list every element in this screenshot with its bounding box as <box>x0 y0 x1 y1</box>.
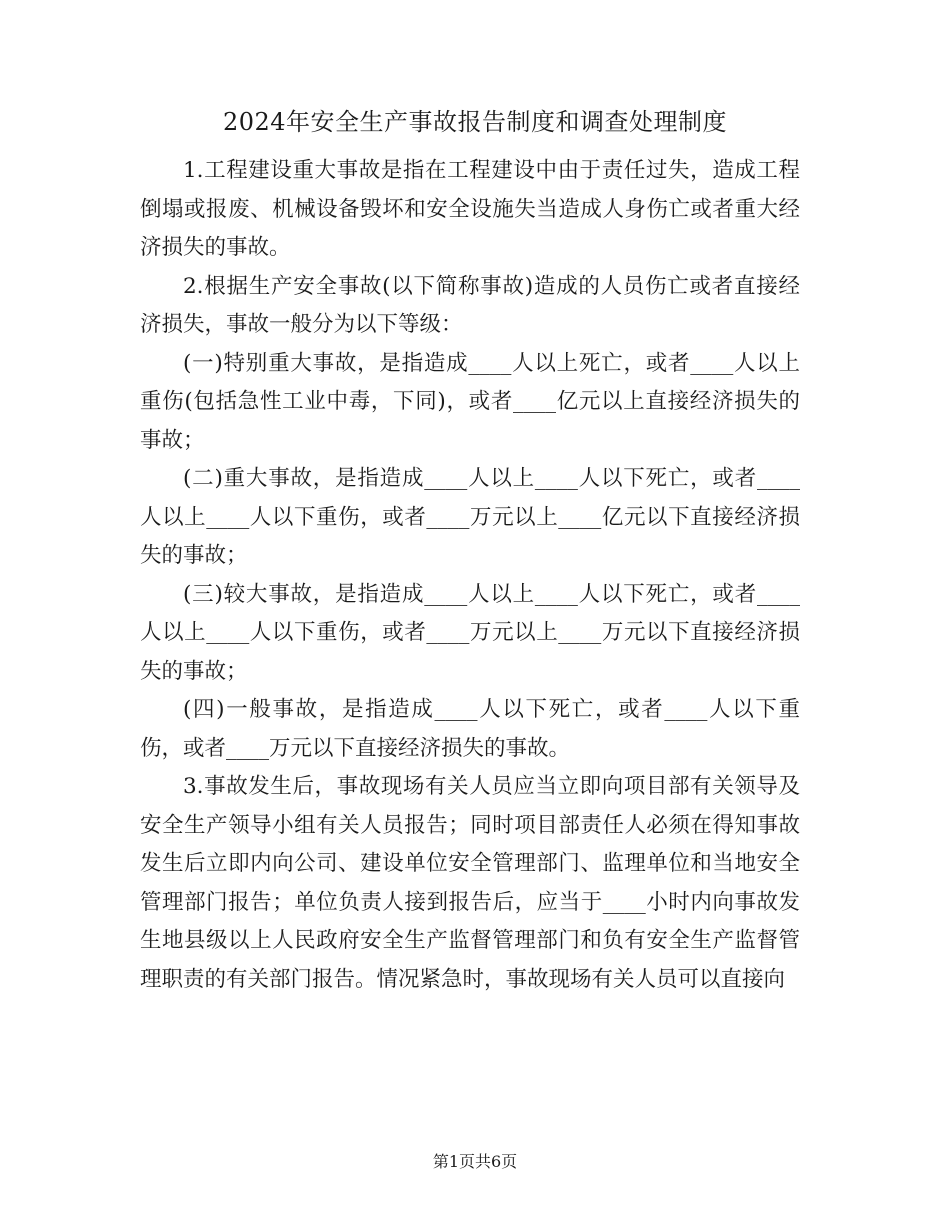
paragraph-2: 2.根据生产安全事故(以下简称事故)造成的人员伤亡或者直接经济损失，事故一般分为以下等级： <box>140 273 800 337</box>
page-footer: 第1页共6页 <box>432 1152 518 1171</box>
paragraph-3: 3.事故发生后，事故现场有关人员应当立即向项目部有关领导及安全生产领导小组有关人员报告；同时项目部责任人必须在得知事故发生后立即内向公司、建设单位安全管理部门、监理单位和当地安全管理部门报告；单位负责人接到报告后，应当于____小时内向事故发生地县级以上人民政府安全生产监督管理部门和负有安全生产监督管理职责的有关部门报告。情况紧急时，事故现场有关人员可以直接向 <box>140 774 800 992</box>
paragraph-grade-4: (四)一般事故，是指造成____人以下死亡，或者____人以下重伤，或者____万元以下直接经济损失的事故。 <box>140 697 800 761</box>
paragraph-grade-1: (一)特别重大事故，是指造成____人以上死亡，或者____人以上重伤(包括急性工业中毒，下同)，或者____亿元以上直接经济损失的事故； <box>140 350 800 453</box>
paragraph-grade-2: (二)重大事故，是指造成____人以上____人以下死亡，或者____人以上____人以下重伤，或者____万元以上____亿元以下直接经济损失的事故； <box>140 466 800 568</box>
paragraph-grade-3: (三)较大事故，是指造成____人以上____人以下死亡，或者____人以上____人以下重伤，或者____万元以上____万元以下直接经济损失的事故； <box>140 581 800 684</box>
document-title: 2024年安全生产事故报告制度和调查处理制度 <box>222 108 728 136</box>
paragraph-1: 1.工程建设重大事故是指在工程建设中由于责任过失，造成工程倒塌或报废、机械设备毁坏和安全设施失当造成人身伤亡或者重大经济损失的事故。 <box>140 158 800 260</box>
document-body <box>140 152 800 999</box>
